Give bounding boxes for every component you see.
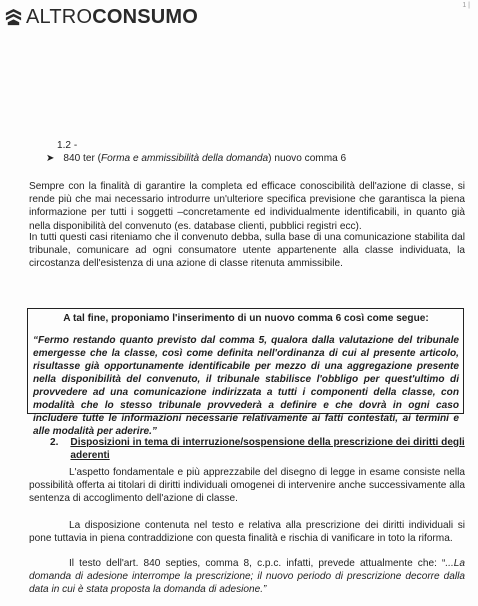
paragraph-3 (29, 557, 465, 597)
proposal-box (27, 308, 464, 437)
logo-emblem-icon (4, 8, 23, 27)
section-item (46, 152, 346, 165)
item-suffix: ) nuovo comma 6 (268, 153, 347, 164)
section-2-title: Disposizioni in tema di interruzione/sospensione della prescrizione dei diritti degli aderenti (70, 437, 465, 462)
paragraph-3-quote: ...La domanda di adesione interrompe la prescrizione; il nuovo periodo di prescrizione decorre dalla data in cui è stata proposta la domanda di adesione.” (29, 558, 465, 596)
corner-mark: 1 | (462, 2, 470, 9)
section-2-heading (50, 436, 478, 462)
paragraph-1: L'aspetto fondamentale e più apprezzabile del disegno di legge in esame consiste nella possibilità offerta ai titolari di diritti individuali omogenei di intervenire anche successivamente alla sentenza di accoglimento dell'azione di classe. (29, 467, 465, 505)
item-heading (63, 152, 346, 165)
arrow-bullet-icon: ➤ (46, 153, 55, 164)
logo-text-bold: CONSUMO (92, 6, 199, 28)
logo-text-light: ALTRO (26, 6, 93, 28)
intro-paragraph: Sempre con la finalità di garantire la completa ed efficace conoscibilità dell'azione di classe, si rende più che mai necessario introdurre un'ulteriore specifica previsione che garantisca la piena informazione per tutti i soggetti –concretamente ed individualmente identificabili, in quanto già nella disponibilità del convenuto (es. database clienti, pubblici registri ecc). (29, 181, 465, 232)
section-number: 1.2 - (57, 140, 78, 151)
item-title: Forma e ammissibilità della domanda (100, 153, 269, 164)
altroconsumo-logo (4, 7, 198, 27)
paragraph-3-text: Il testo dell'art. 840 septies, comma 8, c.p.c. infatti, prevede attualmente che: “ (69, 558, 446, 569)
item-label: 840 ter ( (63, 153, 101, 164)
proposal-heading: A tal fine, proponiamo l'inserimento di un nuovo comma 6 così come segue: (63, 313, 429, 324)
intro-paragraph-2: In tutti questi casi riteniamo che il convenuto debba, sulla base di una comunicazione stabilita dal tribunale, comunicare ad ogni consumatore utente appartenente alla classe individuata, la circostanza dell'esistenza di una azione di classe ritenuta ammissibile. (29, 232, 465, 270)
proposal-text: “Fermo restando quanto previsto dal comma 5, qualora dalla valutazione del tribunale emergesse che la classe, così come definita nell'ordinanza di cui al presente articolo, risultasse già opportunamente identificabile per mezzo di una aggregazione presente nella disponibilità del convenuto, il tribunale stabilisce l'obbligo per quest'ultimo di provvedere ad una comunicazione indirizzata a tutti i componenti della classe, con modalità che lo stesso tribunale provvederà a definire e che dovrà in ogni caso includere tutte le informazioni necessarie relativamente ai fatti contestati, ai termini e alle modalità per aderire.” (33, 335, 459, 437)
paragraph-2: La disposizione contenuta nel testo e relativa alla prescrizione dei diritti individuali si pone tuttavia in piena contraddizione con questa finalità e rischia di vanificare in toto la riforma. (29, 520, 465, 545)
section-2-number: 2. (50, 437, 59, 448)
logo-wordmark (26, 7, 198, 27)
